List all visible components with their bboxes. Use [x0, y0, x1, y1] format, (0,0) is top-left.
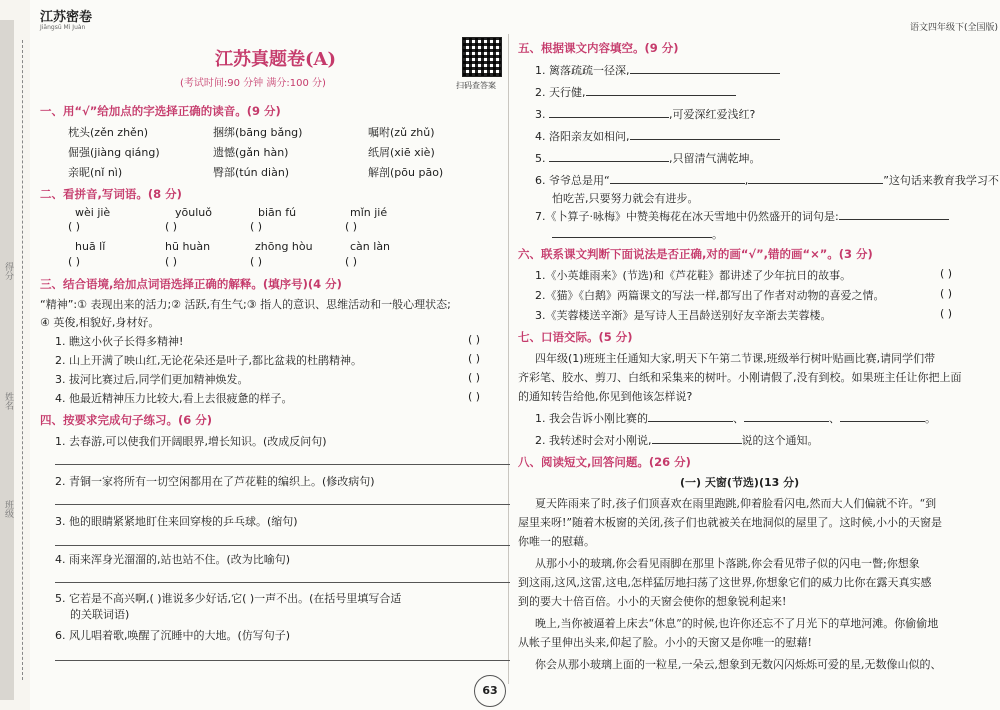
- passage-line-4: 从那小小的玻璃,你会看见雨脚在那里卜落跳,你会看见带子似的闪电一瞥;你想象: [535, 557, 920, 570]
- passage-line-5: 到这雨,这风,这雷,这电,怎样猛厉地扫荡了这世界,你想象它们的威力比你在露天真实感: [518, 576, 932, 589]
- section-5-title: 五、根据课文内容填空。(9 分): [518, 41, 679, 55]
- s4-item-1: 1. 去春游,可以使我们开阔眼界,增长知识。(改成反问句): [55, 435, 327, 448]
- s4-item-3: 3. 他的眼睛紧紧地盯住来回穿梭的乒乓球。(缩句): [55, 515, 298, 528]
- s5-blank-4[interactable]: [630, 128, 780, 140]
- answer-box-2[interactable]: ( ): [165, 220, 178, 233]
- passage-line-1: 夏天阵雨来了时,孩子们顶喜欢在雨里跑跳,仰着脸看闪电,然而大人们偏就不许。“到: [535, 497, 937, 510]
- s6-ans-3[interactable]: ( ): [940, 307, 953, 320]
- s7-para-3: 的通知转告给他,你见到他该怎样说?: [518, 390, 693, 403]
- s6-item-1: 1.《小英雄雨来》(节选)和《芦花鞋》都讲述了少年抗日的故事。: [535, 269, 852, 282]
- s5-item-7-text: 7.《卜算子·咏梅》中赞美梅花在冰天雪地中仍然盛开的词句是:: [535, 210, 839, 223]
- pinyin-5: huā lǐ: [75, 240, 106, 253]
- pinyin-2: yōuluǒ: [175, 206, 212, 219]
- section-2-title: 二、看拼音,写词语。(8 分): [40, 187, 182, 201]
- pinyin-6: hū huàn: [165, 240, 211, 253]
- pinyin-7: zhōng hòu: [255, 240, 313, 253]
- s5-blank-2[interactable]: [586, 84, 736, 96]
- s5-item-5-num: 5.: [535, 152, 549, 165]
- column-divider: [508, 34, 509, 684]
- s3-item-3: 3. 拔河比赛过后,同学们更加精神焕发。: [55, 373, 249, 386]
- s5-item-1: [535, 62, 780, 78]
- brand-sub: Jiāngsū Mì Juàn: [40, 24, 86, 31]
- s5-item-3-text: ,可爱深红爱浅红?: [669, 108, 756, 121]
- s5-item-2-text: 2. 天行健,: [535, 86, 586, 99]
- s7-blank-4[interactable]: [652, 432, 742, 444]
- s3-item-1: 1. 瞧这小伙子长得多精神!: [55, 335, 184, 348]
- page-title: 江苏真题卷(A): [215, 49, 336, 70]
- s1-r3-c1[interactable]: 亲昵(nǐ nì): [68, 166, 123, 179]
- s1-r2-c3[interactable]: 纸屑(xiē xiè): [368, 146, 435, 159]
- s4-item-6: 6. 风儿唱着歌,唤醒了沉睡中的大地。(仿写句子): [55, 629, 291, 642]
- section-3-title: 三、结合语境,给加点词语选择正确的解释。(填序号)(4 分): [40, 277, 342, 291]
- s4-item-2: 2. 青铜一家将所有一切空闲都用在了芦花鞋的编织上。(修改病句): [55, 475, 375, 488]
- margin-score: 得分: [3, 262, 13, 280]
- s7-q2-text: 2. 我转述时会对小刚说,: [535, 434, 652, 447]
- s1-r1-c3[interactable]: 嘱咐(zǔ zhǔ): [368, 126, 435, 139]
- side-band: [0, 20, 14, 700]
- s1-r3-c3[interactable]: 解剖(pōu pāo): [368, 166, 444, 179]
- s4-answer-line-3[interactable]: [55, 545, 510, 546]
- s5-blank-7b[interactable]: [552, 226, 712, 238]
- s1-r2-c2[interactable]: 遗憾(gǎn hàn): [213, 146, 289, 159]
- s6-item-3: 3.《芙蓉楼送辛渐》是写诗人王昌龄送别好友辛渐去芙蓉楼。: [535, 309, 832, 322]
- qr-caption: 扫码查答案: [456, 81, 496, 90]
- s5-item-1-text: 1. 篱落疏疏一径深,: [535, 64, 630, 77]
- s5-item-6: 6. 爷爷总是用“ , ”这句话来教育我学习不: [535, 174, 999, 187]
- s6-ans-1[interactable]: ( ): [940, 267, 953, 280]
- cut-line: [22, 40, 23, 680]
- passage-line-6: 到的要大十倍百倍。小小的天窗会使你的想象锐利起来!: [518, 595, 787, 608]
- s5-blank-6a[interactable]: [610, 172, 745, 184]
- s5-item-4-text: 4. 洛阳亲友如相问,: [535, 130, 630, 143]
- s7-q2-tail: 说的这个通知。: [741, 434, 819, 447]
- exam-meta: (考试时间:90 分钟 满分:100 分): [180, 78, 326, 89]
- section-1-title: 一、用“√”给加点的字选择正确的读音。(9 分): [40, 104, 281, 118]
- pinyin-4: mǐn jié: [350, 206, 388, 219]
- answer-box-8[interactable]: ( ): [345, 255, 358, 268]
- s5-blank-5[interactable]: [549, 150, 669, 162]
- s7-para-2: 齐彩笔、胶水、剪刀、白纸和采集来的树叶。小刚请假了,没有到校。如果班主任让你把上面: [518, 371, 962, 384]
- s6-ans-2[interactable]: ( ): [940, 287, 953, 300]
- pinyin-8: càn làn: [350, 240, 391, 253]
- s5-blank-3[interactable]: [549, 106, 669, 118]
- section-8-title: 八、阅读短文,回答问题。(26 分): [518, 455, 691, 469]
- s5-item-2: [535, 84, 736, 100]
- passage-line-2: 屋里来呀!”随着木板窗的关闭,孩子们也就被关在地洞似的屋里了。这时候,小小的天窗是: [518, 516, 943, 529]
- section-7-title: 七、口语交际。(5 分): [518, 330, 633, 344]
- grade-label: 语文四年级下(全国版): [910, 23, 999, 33]
- passage-line-9: 你会从那小玻璃上面的一粒星,一朵云,想象到无数闪闪烁烁可爱的星,无数像山似的、: [535, 658, 942, 671]
- s5-item-3-num: 3.: [535, 108, 549, 121]
- s7-blank-1[interactable]: [648, 410, 733, 422]
- s4-answer-line-2[interactable]: [55, 504, 510, 505]
- s7-q1: 1. 我会告诉小刚比赛的 、 、 。: [535, 412, 936, 425]
- answer-box-5[interactable]: ( ): [68, 255, 81, 268]
- s7-blank-2[interactable]: [744, 410, 829, 422]
- s5-item-4: [535, 128, 780, 144]
- answer-box-6[interactable]: ( ): [165, 255, 178, 268]
- s5-item-6-tail: ”这句话来教育我学习不: [883, 174, 999, 187]
- section-6-title: 六、联系课文判断下面说法是否正确,对的画“√”,错的画“×”。(3 分): [518, 247, 873, 261]
- s4-item-4: 4. 雨来浑身光溜溜的,站也站不住。(改为比喻句): [55, 553, 291, 566]
- page-number: 63: [474, 675, 506, 707]
- passage-line-3: 你唯一的慰藉。: [518, 535, 595, 548]
- s3-def1: “精神”:① 表现出来的活力;② 活跃,有生气;③ 指人的意识、思维活动和一般心理状态;: [40, 298, 451, 311]
- answer-box-1[interactable]: ( ): [68, 220, 81, 233]
- answer-box-4[interactable]: ( ): [345, 220, 358, 233]
- qr-code-icon: [462, 37, 502, 77]
- answer-box-3[interactable]: ( ): [250, 220, 263, 233]
- s5-item-6-text: 6. 爷爷总是用“: [535, 174, 610, 187]
- s3-def2: ④ 英俊,相貌好,身材好。: [40, 316, 160, 329]
- s1-r1-c2[interactable]: 捆绑(bāng bǎng): [213, 126, 303, 139]
- passage-line-8: 从帐子里伸出头来,仰起了脸。小小的天窗又是你唯一的慰藉!: [518, 636, 812, 649]
- margin-name: 姓名: [3, 392, 13, 410]
- s5-item-7-cont: [552, 226, 723, 242]
- passage-title: (一) 天窗(节选)(13 分): [680, 476, 800, 489]
- s7-q2: [535, 432, 819, 448]
- s5-item-5-text: ,只留清气满乾坤。: [669, 152, 761, 165]
- s5-blank-6b[interactable]: [748, 172, 883, 184]
- s1-r3-c2[interactable]: 臀部(tún diàn): [213, 166, 290, 179]
- s7-blank-3[interactable]: [840, 410, 925, 422]
- s3-item-2: 2. 山上开满了映山红,无论花朵还是叶子,都比盆栽的杜鹃精神。: [55, 354, 362, 367]
- section-4-title: 四、按要求完成句子练习。(6 分): [40, 413, 213, 427]
- margin-class: 班级: [3, 500, 13, 518]
- s3-item-4: 4. 他最近精神压力比较大,看上去很疲惫的样子。: [55, 392, 293, 405]
- s1-r2-c1[interactable]: 倔强(jiàng qiáng): [68, 146, 160, 159]
- s3-ans-2[interactable]: ( ): [468, 352, 481, 365]
- s5-item-6-cont: 怕吃苦,只要努力就会有进步。: [552, 192, 699, 205]
- s5-item-3: [535, 106, 755, 122]
- s5-item-7-end: 。: [712, 228, 723, 241]
- s4-item-5: 5. 它若是不高兴啊,( )谁说多少好话,它( )一声不出。(在括号里填写合适: [55, 592, 402, 605]
- s3-ans-1[interactable]: ( ): [468, 333, 481, 346]
- s4-answer-line-1[interactable]: [55, 464, 510, 465]
- passage-line-7: 晚上,当你被逼着上床去“休息”的时候,也许你还忘不了月光下的草地河滩。你偷偷地: [535, 617, 939, 630]
- answer-box-7[interactable]: ( ): [250, 255, 263, 268]
- s7-para-1: 四年级(1)班班主任通知大家,明天下午第二节课,班级举行树叶贴画比赛,请同学们带: [535, 352, 936, 365]
- s5-blank-7a[interactable]: [839, 208, 949, 220]
- s5-blank-1[interactable]: [630, 62, 780, 74]
- s1-r1-c1[interactable]: 枕头(zěn zhěn): [68, 126, 149, 139]
- pinyin-1: wèi jiè: [75, 206, 111, 219]
- s3-ans-4[interactable]: ( ): [468, 390, 481, 403]
- brand-logo: 江苏密卷: [40, 10, 93, 25]
- pinyin-3: biān fú: [258, 206, 297, 219]
- s7-q1-text: 1. 我会告诉小刚比赛的: [535, 412, 648, 425]
- s3-ans-3[interactable]: ( ): [468, 371, 481, 384]
- s5-item-5: [535, 150, 761, 166]
- s4-answer-line-6[interactable]: [55, 660, 510, 661]
- s4-answer-line-4[interactable]: [55, 582, 510, 583]
- s4-item-5-cont: 的关联词语): [70, 608, 130, 621]
- s5-item-7: [535, 208, 949, 224]
- s6-item-2: 2.《猫》《白鹅》两篇课文的写法一样,都写出了作者对动物的喜爱之情。: [535, 289, 885, 302]
